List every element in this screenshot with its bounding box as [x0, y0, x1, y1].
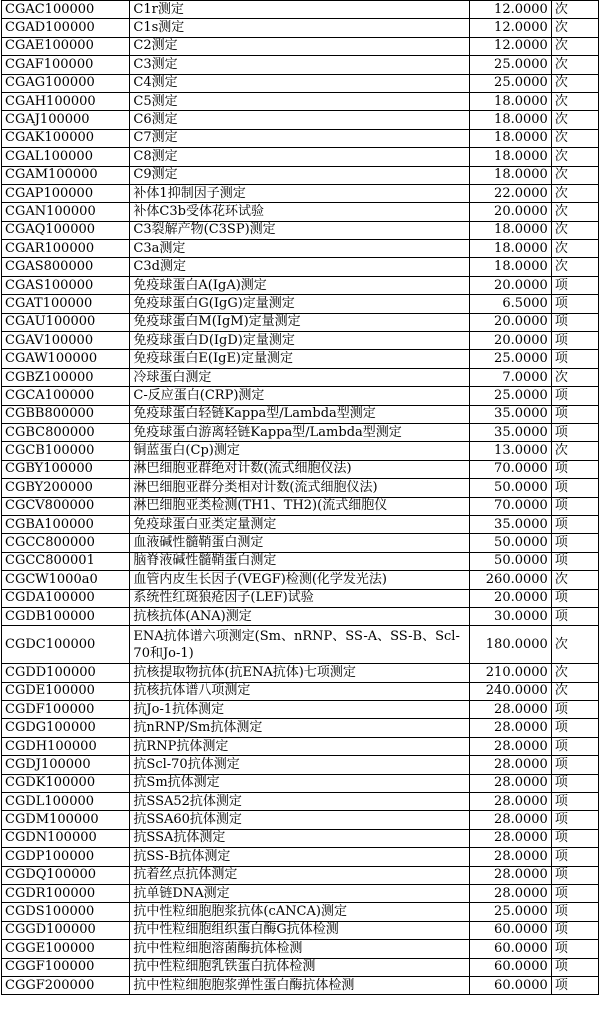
table-row: [2, 148, 599, 166]
item-price-cell: 25.0000: [469, 903, 551, 921]
item-code-cell: CGBY100000: [2, 460, 130, 478]
table-row: [2, 19, 599, 37]
item-name-cell: C3d测定: [130, 258, 469, 276]
item-price-cell: 6.5000: [469, 295, 551, 313]
item-unit-cell: 项: [551, 534, 598, 552]
item-price-cell: 18.0000: [469, 240, 551, 258]
item-code-cell: CGDR100000: [2, 884, 130, 902]
item-price-cell: 18.0000: [469, 221, 551, 239]
item-unit-cell: 项: [551, 479, 598, 497]
table-row: [2, 811, 599, 829]
item-code-cell: CGDS100000: [2, 903, 130, 921]
item-price-cell: 28.0000: [469, 866, 551, 884]
item-code-cell: CGGD100000: [2, 921, 130, 939]
item-name-cell: 抗中性粒细胞胞浆弹性蛋白酶抗体检测: [130, 976, 469, 994]
item-price-cell: 18.0000: [469, 148, 551, 166]
item-price-cell: 60.0000: [469, 976, 551, 994]
item-unit-cell: 项: [551, 423, 598, 441]
item-name-cell: 脑脊液碱性髓鞘蛋白测定: [130, 552, 469, 570]
item-price-cell: 13.0000: [469, 442, 551, 460]
table-row: [2, 884, 599, 902]
item-price-cell: 180.0000: [469, 626, 551, 664]
table-row: [2, 940, 599, 958]
item-name-cell: C9测定: [130, 166, 469, 184]
item-unit-cell: 次: [551, 74, 598, 92]
item-code-cell: CGAL100000: [2, 148, 130, 166]
item-name-cell: 抗nRNP/Sm抗体测定: [130, 719, 469, 737]
item-name-cell: C4测定: [130, 74, 469, 92]
item-code-cell: CGCC800001: [2, 552, 130, 570]
item-price-cell: 35.0000: [469, 405, 551, 423]
item-name-cell: 淋巴细胞亚类检测(TH1、TH2)(流式细胞仪: [130, 497, 469, 515]
item-code-cell: CGDP100000: [2, 848, 130, 866]
item-price-cell: 25.0000: [469, 74, 551, 92]
item-code-cell: CGBZ100000: [2, 368, 130, 386]
item-price-cell: 25.0000: [469, 56, 551, 74]
item-price-cell: 70.0000: [469, 497, 551, 515]
item-price-cell: 28.0000: [469, 884, 551, 902]
item-code-cell: CGAJ100000: [2, 111, 130, 129]
table-row: [2, 276, 599, 294]
item-code-cell: CGDE100000: [2, 682, 130, 700]
table-row: [2, 332, 599, 350]
item-unit-cell: 项: [551, 552, 598, 570]
table-row: [2, 184, 599, 202]
item-unit-cell: 次: [551, 368, 598, 386]
item-unit-cell: 次: [551, 626, 598, 664]
item-unit-cell: 项: [551, 866, 598, 884]
item-price-cell: 12.0000: [469, 19, 551, 37]
item-price-cell: 260.0000: [469, 571, 551, 589]
item-unit-cell: 项: [551, 460, 598, 478]
item-unit-cell: 次: [551, 184, 598, 202]
item-code-cell: CGDF100000: [2, 701, 130, 719]
table-row: [2, 756, 599, 774]
item-unit-cell: 次: [551, 258, 598, 276]
table-row: [2, 571, 599, 589]
item-code-cell: CGGE100000: [2, 940, 130, 958]
item-code-cell: CGAV100000: [2, 332, 130, 350]
item-price-cell: 20.0000: [469, 589, 551, 607]
table-row: [2, 387, 599, 405]
table-row: [2, 221, 599, 239]
item-price-cell: 35.0000: [469, 423, 551, 441]
item-code-cell: CGAT100000: [2, 295, 130, 313]
table-row: [2, 111, 599, 129]
item-code-cell: CGCA100000: [2, 387, 130, 405]
item-name-cell: C3a测定: [130, 240, 469, 258]
item-name-cell: 补体C3b受体花环试验: [130, 203, 469, 221]
item-name-cell: 补体1抑制因子测定: [130, 184, 469, 202]
item-code-cell: CGAF100000: [2, 56, 130, 74]
item-unit-cell: 项: [551, 774, 598, 792]
item-price-cell: 28.0000: [469, 793, 551, 811]
item-price-cell: 240.0000: [469, 682, 551, 700]
item-name-cell: 免疫球蛋白轻链Kappa型/Lambda型测定: [130, 405, 469, 423]
item-price-cell: 28.0000: [469, 737, 551, 755]
item-name-cell: C2测定: [130, 37, 469, 55]
item-unit-cell: 次: [551, 148, 598, 166]
item-code-cell: CGDB100000: [2, 607, 130, 625]
item-price-cell: 20.0000: [469, 332, 551, 350]
item-unit-cell: 项: [551, 903, 598, 921]
table-row: [2, 442, 599, 460]
table-row: [2, 295, 599, 313]
item-unit-cell: 项: [551, 940, 598, 958]
item-price-cell: 210.0000: [469, 664, 551, 682]
item-price-cell: 18.0000: [469, 92, 551, 110]
item-unit-cell: 项: [551, 976, 598, 994]
item-name-cell: 免疫球蛋白亚类定量测定: [130, 515, 469, 533]
table-row: [2, 682, 599, 700]
item-unit-cell: 项: [551, 497, 598, 515]
item-unit-cell: 项: [551, 829, 598, 847]
item-code-cell: CGGF200000: [2, 976, 130, 994]
table-row: [2, 976, 599, 994]
table-row: [2, 423, 599, 441]
table-row: [2, 240, 599, 258]
item-name-cell: 抗SSA52抗体测定: [130, 793, 469, 811]
table-row: [2, 515, 599, 533]
item-unit-cell: 项: [551, 515, 598, 533]
item-unit-cell: 项: [551, 756, 598, 774]
item-code-cell: CGDK100000: [2, 774, 130, 792]
item-price-cell: 28.0000: [469, 719, 551, 737]
item-name-cell: C5测定: [130, 92, 469, 110]
item-unit-cell: 项: [551, 276, 598, 294]
item-price-cell: 18.0000: [469, 111, 551, 129]
table-row: [2, 460, 599, 478]
item-unit-cell: 次: [551, 166, 598, 184]
item-name-cell: 免疫球蛋白D(IgD)定量测定: [130, 332, 469, 350]
item-name-cell: 抗中性粒细胞溶菌酶抗体检测: [130, 940, 469, 958]
item-unit-cell: 项: [551, 811, 598, 829]
item-price-cell: 60.0000: [469, 958, 551, 976]
item-code-cell: CGDN100000: [2, 829, 130, 847]
item-code-cell: CGDH100000: [2, 737, 130, 755]
table-row: [2, 552, 599, 570]
item-unit-cell: 项: [551, 793, 598, 811]
table-row: [2, 56, 599, 74]
item-price-cell: 12.0000: [469, 37, 551, 55]
item-code-cell: CGAQ100000: [2, 221, 130, 239]
item-name-cell: ENA抗体谱六项测定(Sm、nRNP、SS-A、SS-B、Scl-70和Jo-1): [130, 626, 469, 664]
item-code-cell: CGDG100000: [2, 719, 130, 737]
item-unit-cell: 次: [551, 442, 598, 460]
table-row: [2, 774, 599, 792]
item-name-cell: 免疫球蛋白游离轻链Kappa型/Lambda型测定: [130, 423, 469, 441]
item-code-cell: CGAC100000: [2, 1, 130, 19]
item-name-cell: 免疫球蛋白G(IgG)定量测定: [130, 295, 469, 313]
table-row: [2, 368, 599, 386]
item-name-cell: C3裂解产物(C3SP)测定: [130, 221, 469, 239]
item-unit-cell: 项: [551, 295, 598, 313]
item-name-cell: C6测定: [130, 111, 469, 129]
item-name-cell: 抗中性粒细胞乳铁蛋白抗体检测: [130, 958, 469, 976]
item-price-cell: 28.0000: [469, 811, 551, 829]
item-unit-cell: 项: [551, 607, 598, 625]
item-name-cell: 抗核提取物抗体(抗ENA抗体)七项测定: [130, 664, 469, 682]
item-unit-cell: 项: [551, 848, 598, 866]
table-row: [2, 848, 599, 866]
item-code-cell: CGAU100000: [2, 313, 130, 331]
item-name-cell: 血液碱性髓鞘蛋白测定: [130, 534, 469, 552]
table-row: [2, 607, 599, 625]
item-name-cell: 抗核抗体(ANA)测定: [130, 607, 469, 625]
item-price-cell: 35.0000: [469, 515, 551, 533]
item-name-cell: 抗核抗体谱八项测定: [130, 682, 469, 700]
table-row: [2, 829, 599, 847]
item-unit-cell: 项: [551, 405, 598, 423]
item-code-cell: CGAN100000: [2, 203, 130, 221]
item-code-cell: CGDM100000: [2, 811, 130, 829]
item-price-cell: 20.0000: [469, 203, 551, 221]
item-name-cell: 抗中性粒细胞组织蛋白酶G抗体检测: [130, 921, 469, 939]
item-unit-cell: 次: [551, 56, 598, 74]
item-unit-cell: 项: [551, 884, 598, 902]
table-row: [2, 313, 599, 331]
table-row: [2, 921, 599, 939]
item-unit-cell: 次: [551, 203, 598, 221]
item-price-cell: 28.0000: [469, 848, 551, 866]
table-row: [2, 664, 599, 682]
item-price-cell: 18.0000: [469, 258, 551, 276]
fee-table: [1, 0, 599, 995]
item-price-cell: 50.0000: [469, 479, 551, 497]
table-row: [2, 1, 599, 19]
item-name-cell: 抗中性粒细胞胞浆抗体(cANCA)测定: [130, 903, 469, 921]
item-price-cell: 18.0000: [469, 129, 551, 147]
item-unit-cell: 项: [551, 719, 598, 737]
item-price-cell: 20.0000: [469, 313, 551, 331]
item-code-cell: CGAK100000: [2, 129, 130, 147]
item-unit-cell: 次: [551, 129, 598, 147]
item-price-cell: 70.0000: [469, 460, 551, 478]
table-row: [2, 793, 599, 811]
item-unit-cell: 项: [551, 701, 598, 719]
item-name-cell: 免疫球蛋白E(IgE)定量测定: [130, 350, 469, 368]
fee-table-body: [2, 1, 599, 995]
item-name-cell: 淋巴细胞亚群绝对计数(流式细胞仪法): [130, 460, 469, 478]
table-row: [2, 497, 599, 515]
item-name-cell: 抗Scl-70抗体测定: [130, 756, 469, 774]
item-code-cell: CGAS100000: [2, 276, 130, 294]
item-name-cell: 血管内皮生长因子(VEGF)检测(化学发光法): [130, 571, 469, 589]
item-unit-cell: 项: [551, 313, 598, 331]
item-unit-cell: 次: [551, 221, 598, 239]
table-row: [2, 350, 599, 368]
item-name-cell: 抗SSA60抗体测定: [130, 811, 469, 829]
item-price-cell: 50.0000: [469, 534, 551, 552]
item-unit-cell: 项: [551, 737, 598, 755]
table-row: [2, 92, 599, 110]
item-price-cell: 22.0000: [469, 184, 551, 202]
item-price-cell: 28.0000: [469, 774, 551, 792]
item-code-cell: CGAW100000: [2, 350, 130, 368]
item-unit-cell: 次: [551, 92, 598, 110]
table-row: [2, 405, 599, 423]
item-price-cell: 12.0000: [469, 1, 551, 19]
item-price-cell: 30.0000: [469, 607, 551, 625]
item-code-cell: CGAM100000: [2, 166, 130, 184]
table-row: [2, 626, 599, 664]
item-unit-cell: 次: [551, 1, 598, 19]
item-code-cell: CGGF100000: [2, 958, 130, 976]
item-name-cell: C-反应蛋白(CRP)测定: [130, 387, 469, 405]
item-code-cell: CGDA100000: [2, 589, 130, 607]
item-name-cell: 抗Sm抗体测定: [130, 774, 469, 792]
item-name-cell: 抗SSA抗体测定: [130, 829, 469, 847]
item-name-cell: 免疫球蛋白A(IgA)测定: [130, 276, 469, 294]
item-code-cell: CGCB100000: [2, 442, 130, 460]
item-unit-cell: 项: [551, 921, 598, 939]
item-price-cell: 20.0000: [469, 276, 551, 294]
item-code-cell: CGCC800000: [2, 534, 130, 552]
table-row: [2, 203, 599, 221]
item-code-cell: CGDD100000: [2, 664, 130, 682]
item-unit-cell: 次: [551, 682, 598, 700]
item-code-cell: CGDJ100000: [2, 756, 130, 774]
item-name-cell: 淋巴细胞亚群分类相对计数(流式细胞仪法): [130, 479, 469, 497]
item-code-cell: CGDC100000: [2, 626, 130, 664]
item-price-cell: 28.0000: [469, 829, 551, 847]
item-price-cell: 25.0000: [469, 350, 551, 368]
item-price-cell: 7.0000: [469, 368, 551, 386]
item-unit-cell: 项: [551, 350, 598, 368]
item-name-cell: C3测定: [130, 56, 469, 74]
item-price-cell: 28.0000: [469, 756, 551, 774]
item-code-cell: CGAG100000: [2, 74, 130, 92]
table-row: [2, 129, 599, 147]
item-code-cell: CGBB800000: [2, 405, 130, 423]
item-code-cell: CGAH100000: [2, 92, 130, 110]
item-name-cell: 抗单链DNA测定: [130, 884, 469, 902]
item-code-cell: CGAE100000: [2, 37, 130, 55]
item-unit-cell: 项: [551, 589, 598, 607]
item-price-cell: 18.0000: [469, 166, 551, 184]
item-unit-cell: 次: [551, 571, 598, 589]
item-name-cell: 抗Jo-1抗体测定: [130, 701, 469, 719]
item-name-cell: 免疫球蛋白M(IgM)定量测定: [130, 313, 469, 331]
item-price-cell: 60.0000: [469, 940, 551, 958]
item-code-cell: CGDQ100000: [2, 866, 130, 884]
item-unit-cell: 项: [551, 387, 598, 405]
item-name-cell: C1s测定: [130, 19, 469, 37]
table-row: [2, 37, 599, 55]
item-price-cell: 50.0000: [469, 552, 551, 570]
item-code-cell: CGBY200000: [2, 479, 130, 497]
item-code-cell: CGCW1000a0: [2, 571, 130, 589]
item-price-cell: 25.0000: [469, 387, 551, 405]
item-code-cell: CGBA100000: [2, 515, 130, 533]
table-row: [2, 258, 599, 276]
item-code-cell: CGAD100000: [2, 19, 130, 37]
item-name-cell: 冷球蛋白测定: [130, 368, 469, 386]
item-name-cell: 系统性红斑狼疮因子(LEF)试验: [130, 589, 469, 607]
item-code-cell: CGAP100000: [2, 184, 130, 202]
table-row: [2, 903, 599, 921]
item-name-cell: 抗着丝点抗体测定: [130, 866, 469, 884]
item-name-cell: C8测定: [130, 148, 469, 166]
item-name-cell: 抗SS-B抗体测定: [130, 848, 469, 866]
item-code-cell: CGCV800000: [2, 497, 130, 515]
table-row: [2, 701, 599, 719]
table-row: [2, 74, 599, 92]
item-unit-cell: 次: [551, 240, 598, 258]
item-unit-cell: 次: [551, 111, 598, 129]
item-unit-cell: 次: [551, 664, 598, 682]
item-name-cell: 铜蓝蛋白(Cp)测定: [130, 442, 469, 460]
item-name-cell: 抗RNP抗体测定: [130, 737, 469, 755]
item-unit-cell: 项: [551, 958, 598, 976]
item-name-cell: C1r测定: [130, 1, 469, 19]
item-unit-cell: 次: [551, 37, 598, 55]
table-row: [2, 866, 599, 884]
table-row: [2, 958, 599, 976]
item-name-cell: C7测定: [130, 129, 469, 147]
item-price-cell: 60.0000: [469, 921, 551, 939]
item-code-cell: CGAS800000: [2, 258, 130, 276]
item-price-cell: 28.0000: [469, 701, 551, 719]
table-row: [2, 534, 599, 552]
item-unit-cell: 次: [551, 19, 598, 37]
item-code-cell: CGAR100000: [2, 240, 130, 258]
table-row: [2, 166, 599, 184]
item-unit-cell: 项: [551, 332, 598, 350]
table-row: [2, 719, 599, 737]
table-row: [2, 479, 599, 497]
table-row: [2, 589, 599, 607]
table-row: [2, 737, 599, 755]
item-code-cell: CGBC800000: [2, 423, 130, 441]
item-code-cell: CGDL100000: [2, 793, 130, 811]
